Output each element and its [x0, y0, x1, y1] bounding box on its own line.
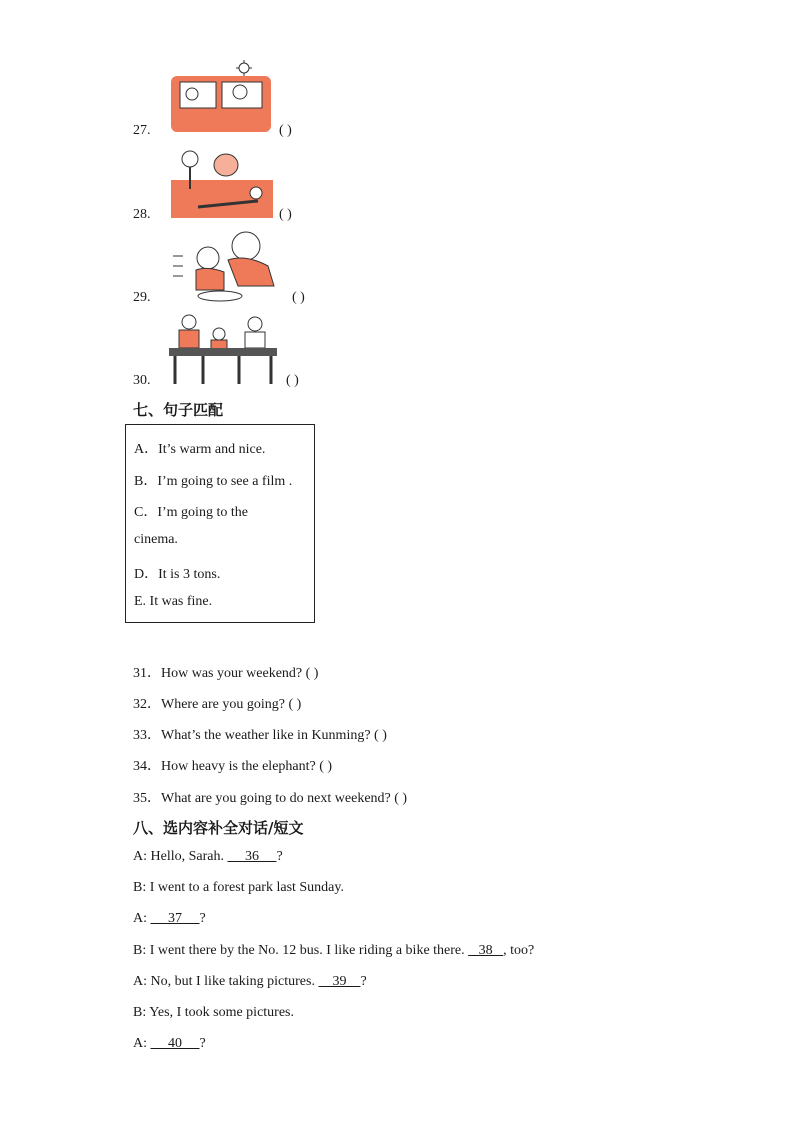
question-33[interactable]: 33．What’s the weather like in Kunming? ( ) — [133, 728, 387, 743]
option-e: E. It was fine. — [134, 594, 213, 609]
option-c-cont: cinema. — [134, 532, 178, 547]
question-35[interactable]: 35．What are you going to do next weekend? ( ) — [133, 791, 408, 806]
line-text: A: Hello, Sarah. — [133, 849, 228, 864]
option-b: B．I’m going to see a film . — [134, 474, 293, 489]
blank-36[interactable]: 36 — [227, 849, 277, 864]
item-number: 27. — [133, 123, 151, 138]
answer-paren[interactable]: ( ) — [279, 207, 292, 222]
dialogue-line — [133, 1036, 206, 1052]
beach-ball-picture — [168, 145, 276, 221]
blank-39[interactable]: 39 — [318, 974, 361, 989]
answer-paren[interactable]: ( ) — [279, 123, 292, 138]
cooking-father-daughter-picture — [168, 226, 280, 304]
line-text: B: I went there by the No. 12 bus. I like riding a bike there. — [133, 943, 469, 958]
line-text: B: Yes, I took some pictures. — [133, 1005, 294, 1020]
line-end: , too? — [503, 943, 535, 958]
item-number: 30. — [133, 373, 151, 388]
line-end: ? — [199, 911, 206, 926]
line-end: ? — [360, 974, 367, 989]
dialogue-line — [133, 943, 534, 959]
section7-title: 七、句子匹配 — [133, 401, 224, 419]
blank-37[interactable]: 37 — [150, 911, 200, 926]
options-box — [125, 424, 315, 623]
item-number: 29. — [133, 290, 151, 305]
blank-38[interactable]: 38 — [468, 943, 504, 958]
answer-paren[interactable]: ( ) — [292, 290, 305, 305]
option-d: D．It is 3 tons. — [134, 567, 221, 582]
section8-title: 八、选内容补全对话/短文 — [133, 819, 304, 837]
blank-40[interactable]: 40 — [150, 1036, 200, 1051]
line-text: A: — [133, 1036, 151, 1051]
line-text: A: No, but I like taking pictures. — [133, 974, 319, 989]
dialogue-line — [133, 1005, 294, 1021]
line-text: A: — [133, 911, 151, 926]
question-31[interactable]: 31．How was your weekend? ( ) — [133, 666, 319, 681]
option-c: C．I’m going to the — [134, 505, 248, 520]
line-end: ? — [199, 1036, 206, 1051]
option-a: A．It’s warm and nice. — [134, 442, 266, 457]
car-family-picture — [168, 58, 276, 134]
dialogue-line — [133, 880, 344, 896]
dialogue-line — [133, 974, 367, 990]
question-34[interactable]: 34．How heavy is the elephant? ( ) — [133, 759, 333, 774]
answer-paren[interactable]: ( ) — [286, 373, 299, 388]
dialogue-line — [133, 911, 206, 927]
family-dinner-picture — [167, 312, 279, 386]
line-end: ? — [276, 849, 283, 864]
item-number: 28. — [133, 207, 151, 222]
dialogue-line — [133, 849, 283, 865]
line-text: B: I went to a forest park last Sunday. — [133, 880, 344, 895]
question-32[interactable]: 32．Where are you going? ( ) — [133, 697, 302, 712]
